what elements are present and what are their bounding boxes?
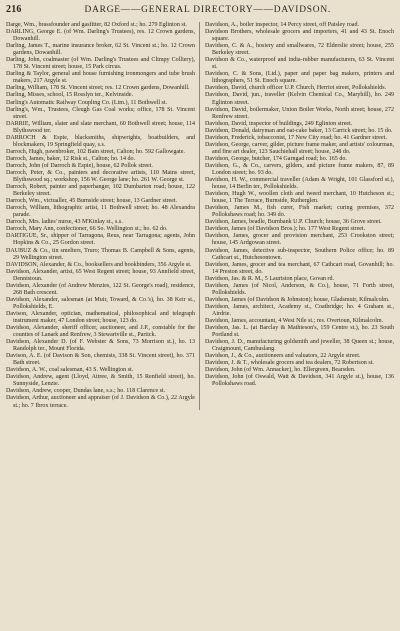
- directory-entry: Darling's, Wm., Trustees, Cleugh Gas Coal works; office, 178 St. Vincent street.: [6, 106, 195, 120]
- directory-entry: Davidson, Alexander D. (of F. Webster & Sons, 73 Morrison st.), ho. 13 Randolph ter., Mount Florida.: [6, 339, 195, 353]
- directory-entry: Davidson, C. & Sons, (Ltd.), paper and paper bag makers, printers and lithographers, 51 St. Enoch square.: [205, 71, 394, 85]
- directory-entry: Davidson, Alexander, artist, 65 West Regent street; house, 93 Annfield street, Dennistoun.: [6, 268, 195, 282]
- directory-entry: Darling's Automatic Railway Coupling Co. (Lim.), 11 Bothwell st.: [6, 99, 168, 106]
- directory-entry: Darroch, Peter, & Co., painters and decorative artists, 110 Mains street, Blythswood sq.; workshop, 156 W. George lane; ho. 261 W. George st.: [6, 169, 195, 184]
- directory-entry: Davidson, John (of Wm. Annacker), ho. Ellergreen, Bearsden.: [205, 367, 356, 374]
- directory-entry: Davidson, Alexander, salesman (at Muir, Toward, & Co.'s), ho. 38 Keir st., Pollokshields, E.: [6, 296, 195, 310]
- directory-entry: Darroch, Hugh, pawnbroker, 102 Bain street, Calton; ho. 592 Gallowgate.: [6, 148, 185, 155]
- directory-entry: Davidson, David, inspector of buildings, 249 Eglinton street.: [205, 120, 353, 127]
- page-title: DARGE——GENERAL DIRECTORY——DAVIDSON.: [84, 5, 332, 15]
- right-column: [200, 22, 394, 410]
- left-column: [6, 22, 200, 410]
- directory-entry: DARLING, George E. (of Wm. Darling's Trustees), res. 12 Crown gardens, Dowanhill.: [6, 29, 195, 43]
- directory-entry: Davidson, James, grocer and provision merchant, 253 Crookston street; house, 145 Ardgowan street.: [205, 233, 394, 247]
- page-number: 216: [6, 4, 22, 15]
- directory-entry: Davidson, Alexander, sheriff officer, auctioneer, and J.P., constable for the counties of Lanark and Renfrew, 3 Stewartville st., Partick.: [6, 325, 195, 339]
- directory-entry: Davidson, A. W., coal salesman, 43 S. Wellington st.: [6, 367, 134, 374]
- directory-entry: DAUBUZ & Co., tin smelters, Truro; Thomas B. Campbell & Sons, agents, 29 Wellington street.: [6, 247, 195, 261]
- directory-entry: Darling, John, coalmaster (of Wm. Darling's Trustees and Climpy Colliery), 178 St. Vincent street; house, 15 Park circus.: [6, 57, 195, 71]
- directory-entry: Darroch, Mrs. ladies' nurse, 43 M'Kinlay st., s.s.: [6, 219, 123, 226]
- directory-entry: Davison, Alexander, optician, mathematical, philosophical and telegraph instrument maker, 47 London street; house, 123 do.: [6, 310, 195, 324]
- directory-entry: Davidson, David, jun., traveller (Kelvin Chemical Co., Maryhill), ho. 249 Eglinton street.: [205, 92, 394, 106]
- directory-entry: DARROCH & Espie, blacksmiths, shipwrights, boatbuilders, and blockmakers, 19 Springfield quay, s.s.: [6, 134, 195, 148]
- directory-entry: Darroch, John (of Darroch & Espie), house, 62 Pollok street.: [6, 162, 153, 169]
- directory-entry: Darroch, Mary Ann, confectioner, 66 So. Wellington st.; ho. 62 do.: [6, 226, 168, 233]
- directory-entry: Davidson, J., & Co., auctioneers and valuators, 22 Argyle street.: [205, 353, 361, 360]
- directory-entry: Davidson, James, grocer and tea merchant, 67 Cathcart road, Govanhill; ho. 14 Preston street, do.: [205, 261, 394, 275]
- directory-entry: Davidson, James (of Davidson & Johnston); house, Gladsmuir, Kilmalcolm.: [205, 296, 390, 303]
- directory-entry: Davidson, James (of Nicol, Anderson, & Co.), house, 71 Forth street, Pollokshields.: [205, 282, 394, 296]
- directory-entry: Davidson, George, carver, gilder, picture frame maker, and artists' colourman, and fine art dealer, 123 Sauchiehall street; house, 248 do.: [205, 141, 394, 155]
- directory-entry: Davidson, Hugh W., woollen cloth and tweed merchant, 10 Hutcheson st.; house, 1 The Terrace, Burnside, Rutherglen.: [205, 191, 394, 205]
- directory-entry: Davidson, David, boilermaker, Union Boiler Works, North street; house, 272 Renfrew street.: [205, 106, 394, 120]
- directory-entry: Davidson, Alexander (of Andrew Menzies, 122 St. George's road), residence, 268 Bath crescent.: [6, 282, 195, 296]
- directory-entry: Davidson, Jas. & R. M., 5 Lauriston place, Govan rd.: [205, 275, 334, 282]
- directory-entry: DARTIGUE, Sr., shipper of Tarragona, Reus, near Tarragona; agents, John Hopkins & Co., 25 Gordon street.: [6, 233, 195, 247]
- directory-entry: Davidson, Andrew, cooper, Dundas lane, s.s.; ho. 118 Clarence st.: [6, 388, 166, 395]
- directory-entry: Davidson, H. W., commercial traveller (Adam & Wright, 101 Glassford st.), house, 14 Berlin ter., Pollokshields.: [205, 177, 394, 191]
- directory-entry: Davidson, James, architect, Academy st., Coatbridge; ho. 4 Graham st., Airdrie.: [205, 303, 394, 317]
- directory-entry: Davidson, John (of Oswald, Watt & Davidson, 341 Argyle st.), house, 136 Pollokshaws road.: [205, 374, 394, 388]
- directory-entry: DARRIE, William, slater and slate merchant, 60 Bothwell street; house, 114 Blythswood ter.: [6, 120, 195, 134]
- directory-entry: Darroch, William, lithographic artist, 11 Bothwell street; ho. 48 Alexandra parade.: [6, 205, 195, 219]
- directory-entry: Davidson, James (of Davidson Bros.); ho. 177 West Regent street.: [205, 226, 366, 233]
- directory-entry: Davidson, Andrew, agent (Lloyd, Attree, & Smith, 15 Renfield street), ho. Sunnyside, Lenzie.: [6, 374, 195, 388]
- directory-entry: Davidson, James, beadle, Burnbank U.P. Church; house, 36 Grove street.: [205, 219, 382, 226]
- page-header: [6, 4, 394, 18]
- directory-entry: Davidson, J. D., manufacturing goldsmith and jeweller, 38 Queen st.; house, Craigmount, Cambuslang.: [205, 339, 394, 353]
- directory-entry: Davidson, James M., fish curer, Fish market; curing premises, 372 Pollokshaws road; ho. 349 do.: [205, 205, 394, 219]
- directory-entry: Davison, A. E. (of Davison & Son, chemists, 338 St. Vincent street), ho. 371 Bath street.: [6, 353, 195, 367]
- directory-entry: Darling & Taylor, general and house furnishing ironmongers and tube brush makers, 217 Argyle st.: [6, 71, 195, 85]
- directory-entry: Davidson, David, church officer U.P. Church, Herriot street, Pollokshields.: [205, 85, 387, 92]
- directory-entry: Darroch, Wm., victualler, 45 Burnside street; house, 13 Gardner street.: [6, 198, 178, 205]
- directory-entry: Davidson, James, accountant, 4 West Nile st.; res. Overtoun, Kilmalcolm.: [205, 317, 384, 324]
- directory-columns: [6, 22, 394, 410]
- directory-entry: Davidson, C. & A., hosiery and smallwares, 72 Elderslie street; house, 255 Berkeley street.: [205, 43, 394, 57]
- directory-entry: Darling, James T., marine insurance broker, 62 St. Vincent st.; ho. 12 Crown gardens, Dowanhill.: [6, 43, 195, 57]
- directory-entry: DAVIDSON, Alexander, & Co., booksellers and bookbinders, 356 Argyle st.: [6, 261, 192, 268]
- directory-entry: Darling, William, 178 St. Vincent street; res. 12 Crown gardens, Dowanhill.: [6, 85, 190, 92]
- directory-entry: Darge, Wm., brassfounder and gasfitter, 82 Oxford st.; ho. 279 Eglinton st.: [6, 22, 187, 28]
- directory-entry: Davidson, Jas. L. (at Barclay & Mathieson's, 159 Centre st.), ho. 23 South Portland st.: [205, 325, 394, 339]
- directory-entry: Darling, Misses, school, 15 Rosslyn ter., Kelvinside.: [6, 92, 133, 99]
- directory-entry: Darroch, James, baker, 12 Risk st., Calton; ho. 14 do.: [6, 155, 136, 162]
- directory-entry: Davidson, James, detective sub-inspector, Southern Police office; ho. 89 Cathcart st., Hutchesontown.: [205, 247, 394, 261]
- directory-entry: Davidson Brothers, wholesale grocers and importers, 41 and 43 St. Enoch square.: [205, 29, 394, 43]
- directory-entry: Davidson, J. & T., wholesale grocers and tea dealers, 72 Robertson st.: [205, 360, 374, 367]
- directory-entry: Davidson, Frederick, tobacconist, 17 New City road; ho. 41 Gardner street.: [205, 134, 387, 141]
- directory-entry: Davidson, George, butcher, 174 Garngad road; ho. 165 do.: [205, 155, 347, 162]
- directory-entry: Davidson, Donald, dairyman and oat-cake baker, 13 Carrick street; ho. 15 do.: [205, 127, 393, 134]
- directory-entry: Davidson & Co., waterproof and india-rubber manufacturers, 63 St. Vincent st.: [205, 57, 394, 71]
- directory-entry: Davidson, Arthur, auctioneer and appraiser (of J. Davidson & Co.), 22 Argyle st.; ho. 7 Ibrox terrace.: [6, 395, 195, 409]
- directory-entry: Davidson, A., boiler inspector, 14 Percy street, off Paisley road.: [205, 22, 359, 28]
- directory-entry: Davidson, G., & Co., carvers, gilders, and picture frame makers, 87, 89 London street; ho. 93 do.: [205, 162, 394, 176]
- directory-entry: Darroch, Robert, painter and paperhanger, 102 Dumbarton road; house, 122 Berkeley street.: [6, 184, 195, 198]
